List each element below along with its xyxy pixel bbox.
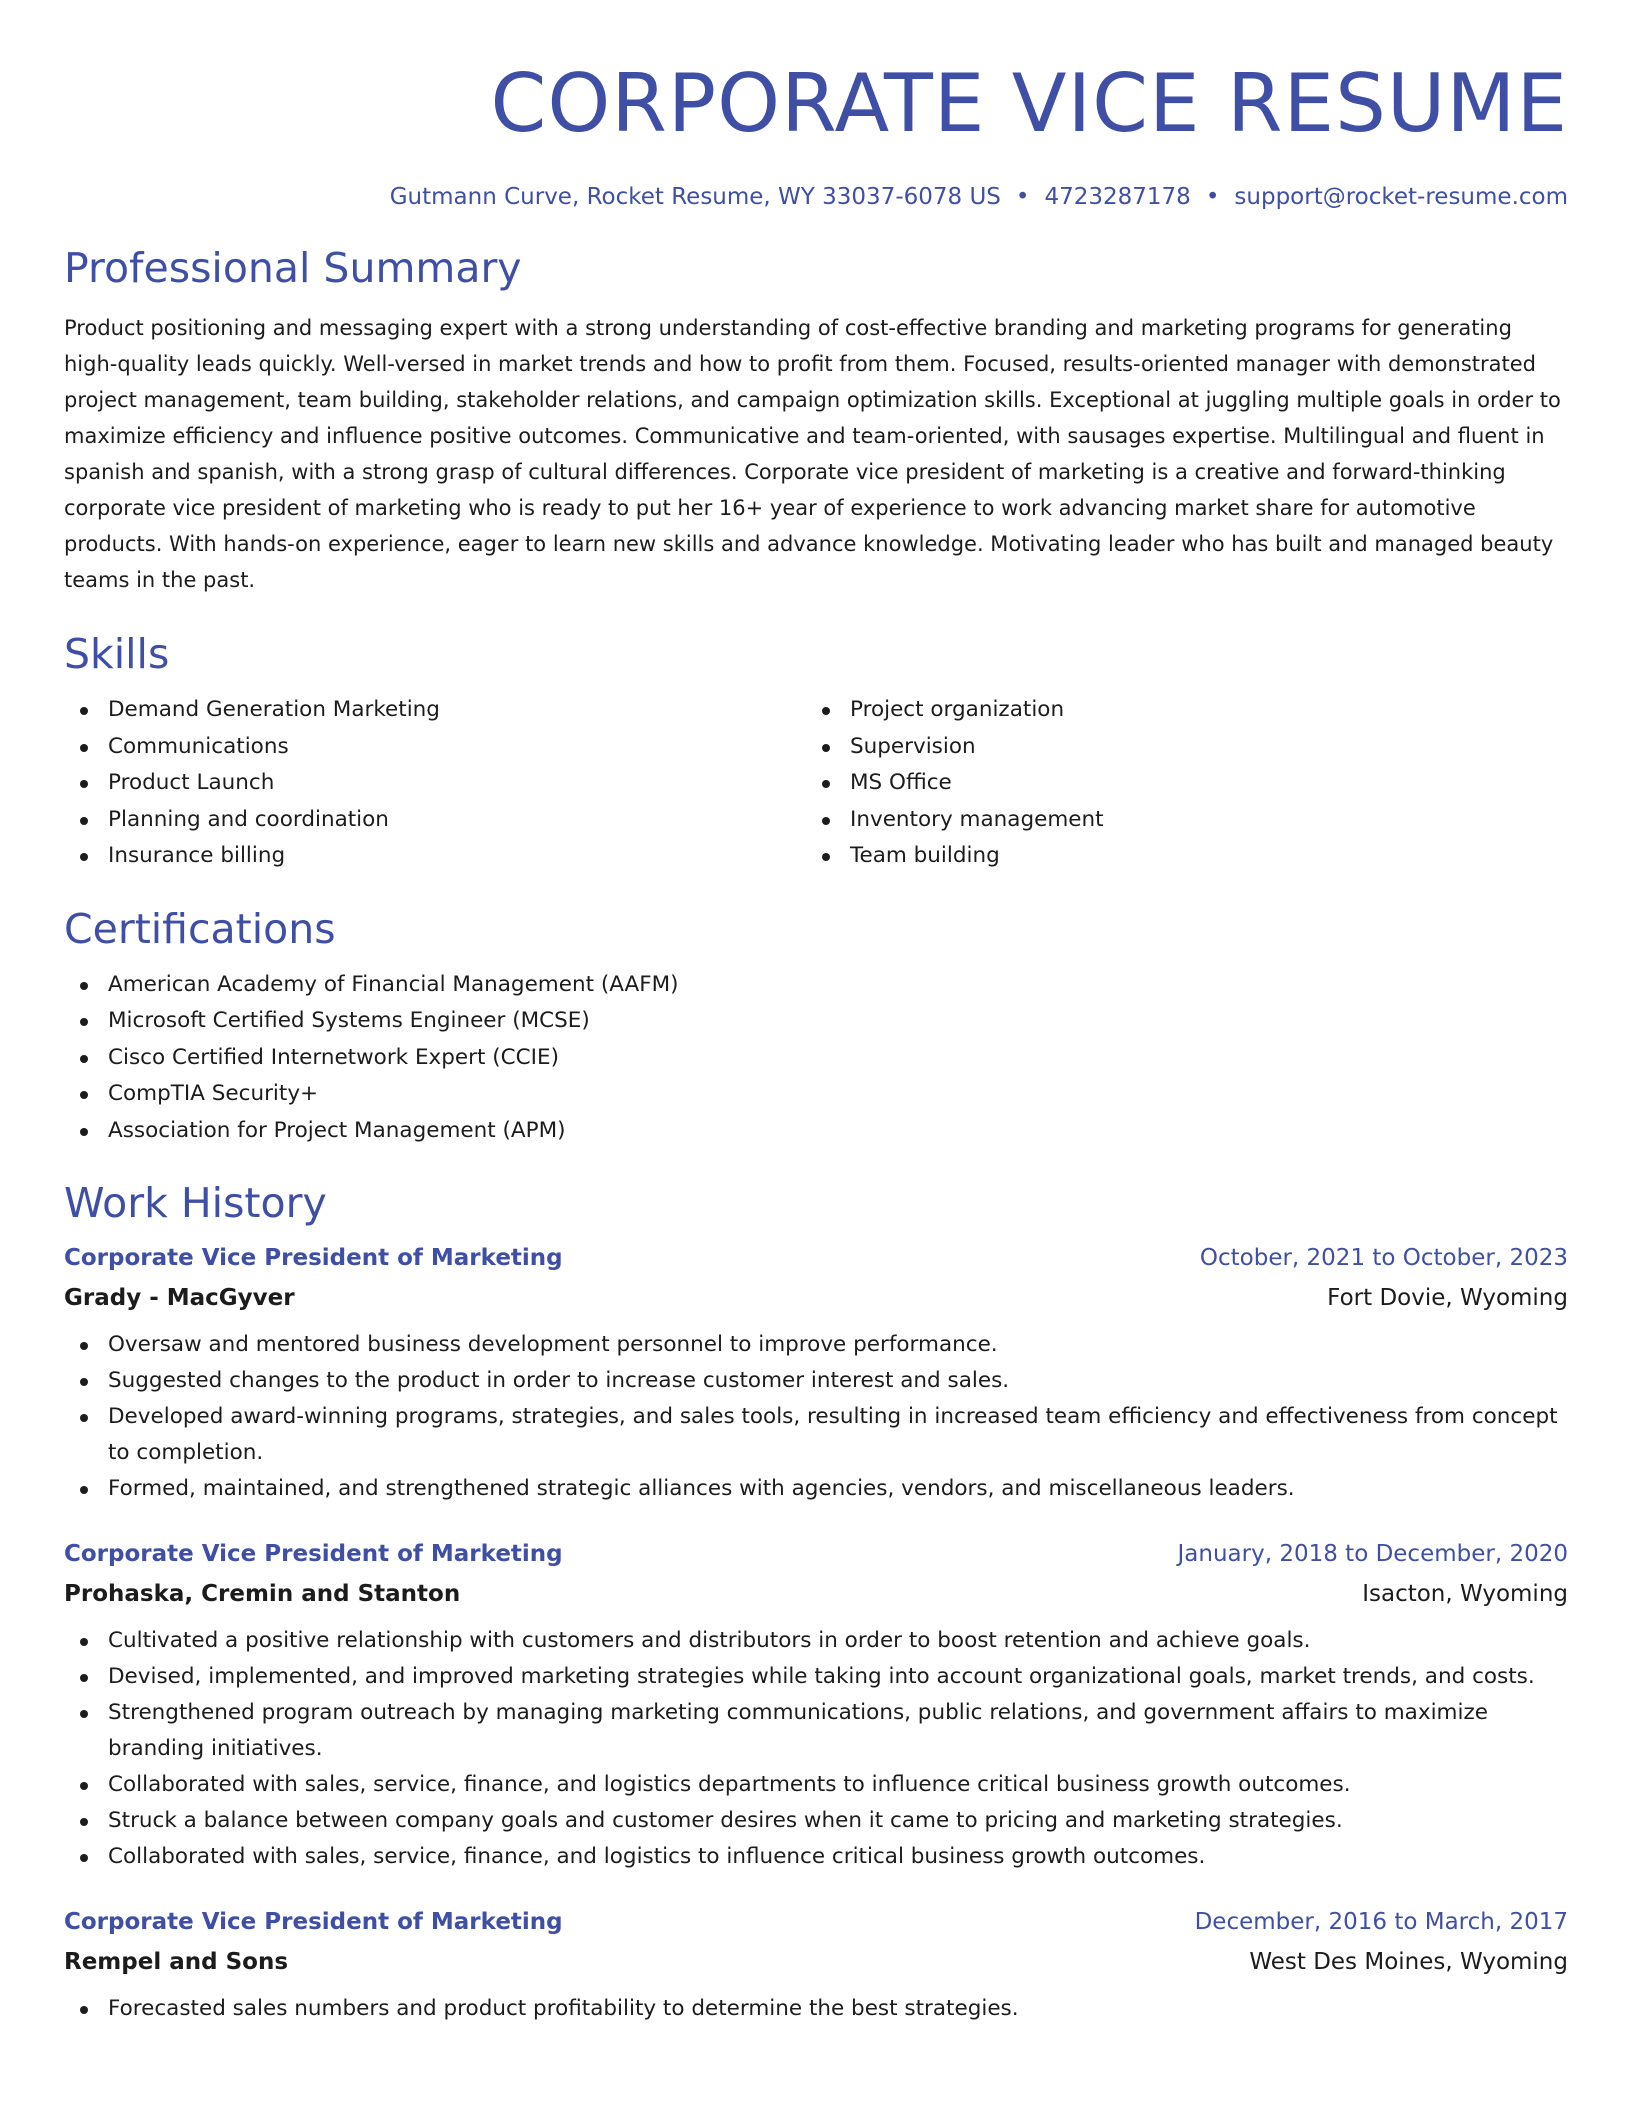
certifications-list bbox=[64, 967, 1568, 1150]
skill-item: Project organization bbox=[806, 692, 1548, 729]
resume-name: CORPORATE VICE RESUME bbox=[490, 57, 1568, 150]
skill-item: MS Office bbox=[806, 765, 1548, 802]
skill-item: Inventory management bbox=[806, 802, 1548, 839]
job-bullet: Devised, implemented, and improved marketing strategies while taking into account organizational goals, market trends, and costs. bbox=[64, 1659, 1568, 1695]
job-subheader bbox=[64, 1947, 1568, 1977]
job-location: Isacton, Wyoming bbox=[1362, 1581, 1568, 1607]
job-company: Rempel and Sons bbox=[64, 1949, 289, 1975]
work-history-heading: Work History bbox=[64, 1179, 327, 1227]
certification-item: Association for Project Management (APM) bbox=[64, 1113, 1568, 1150]
job-dates: October, 2021 to October, 2023 bbox=[1199, 1245, 1568, 1271]
summary-heading: Professional Summary bbox=[64, 244, 522, 292]
contact-email: support@rocket-resume.com bbox=[1234, 184, 1568, 210]
skill-item: Planning and coordination bbox=[64, 802, 806, 839]
skill-item: Team building bbox=[806, 838, 1548, 875]
job-header bbox=[64, 1243, 1568, 1273]
job-bullet: Strengthened program outreach by managing marketing communications, public relations, and government affairs to maximize branding initiatives. bbox=[64, 1695, 1568, 1767]
job-header bbox=[64, 1907, 1568, 1937]
job-bullet: Formed, maintained, and strengthened strategic alliances with agencies, vendors, and miscellaneous leaders. bbox=[64, 1471, 1568, 1507]
skill-item: Communications bbox=[64, 729, 806, 766]
skills-grid bbox=[64, 692, 1568, 875]
job-bullet: Forecasted sales numbers and product profitability to determine the best strategies. bbox=[64, 1991, 1568, 2027]
certifications-heading: Certifications bbox=[64, 904, 336, 953]
summary-text: Product positioning and messaging expert with a strong understanding of cost-effective branding and marketing programs for generating high-quality leads quickly. Well-versed in market trends and how to profit from them. Focused, results-oriented manager with demonstrated project management, team building, stakeholder relations, and campaign optimization skills. Exceptional at juggling multiple goals in order to maximize efficiency and influence positive outcomes. Communicative and team-oriented, with sausages expertise. Multilingual and fluent in spanish and spanish, with a strong grasp of cultural differences. Corporate vice president of marketing is a creative and forward-thinking corporate vice president of marketing who is ready to put her 16+ year of experience to work advancing market share for automotive products. With hands-on experience, eager to learn new skills and advance knowledge. Motivating leader who has built and managed beauty teams in the past. bbox=[64, 316, 1561, 592]
job-bullet: Cultivated a positive relationship with customers and distributors in order to boost retention and achieve goals. bbox=[64, 1623, 1568, 1659]
job-bullets bbox=[64, 1623, 1568, 1875]
job-subheader bbox=[64, 1579, 1568, 1609]
job-company: Grady - MacGyver bbox=[64, 1285, 295, 1311]
job-dates: December, 2016 to March, 2017 bbox=[1194, 1909, 1568, 1935]
job-bullet: Suggested changes to the product in order to increase customer interest and sales. bbox=[64, 1363, 1568, 1399]
job-bullet: Collaborated with sales, service, finance, and logistics to influence critical business growth outcomes. bbox=[64, 1839, 1568, 1875]
job-bullets bbox=[64, 1991, 1568, 2027]
skill-item: Insurance billing bbox=[64, 838, 806, 875]
certification-item: CompTIA Security+ bbox=[64, 1076, 1568, 1113]
job-title: Corporate Vice President of Marketing bbox=[64, 1541, 563, 1567]
certification-item: Microsoft Certified Systems Engineer (MCSE) bbox=[64, 1003, 1568, 1040]
contact-line bbox=[64, 182, 1568, 212]
skills-left-list bbox=[64, 692, 806, 875]
job-company: Prohaska, Cremin and Stanton bbox=[64, 1581, 461, 1607]
certification-item: Cisco Certified Internetwork Expert (CCIE) bbox=[64, 1040, 1568, 1077]
job-title: Corporate Vice President of Marketing bbox=[64, 1245, 563, 1271]
skill-item: Supervision bbox=[806, 729, 1548, 766]
job-bullet: Collaborated with sales, service, finance, and logistics departments to influence critical business growth outcomes. bbox=[64, 1767, 1568, 1803]
job-bullet: Oversaw and mentored business development personnel to improve performance. bbox=[64, 1327, 1568, 1363]
job-location: Fort Dovie, Wyoming bbox=[1327, 1285, 1568, 1311]
job-bullets bbox=[64, 1327, 1568, 1507]
job-dates: January, 2018 to December, 2020 bbox=[1177, 1541, 1568, 1567]
job-subheader bbox=[64, 1283, 1568, 1313]
certification-item: American Academy of Financial Management (AAFM) bbox=[64, 967, 1568, 1004]
skill-item: Product Launch bbox=[64, 765, 806, 802]
job-entry bbox=[64, 1243, 1568, 1507]
job-entry bbox=[64, 1539, 1568, 1875]
job-title: Corporate Vice President of Marketing bbox=[64, 1909, 563, 1935]
job-bullet: Developed award-winning programs, strategies, and sales tools, resulting in increased team efficiency and effectiveness from concept to completion. bbox=[64, 1399, 1568, 1471]
contact-phone: 4723287178 bbox=[1044, 184, 1191, 210]
contact-address: Gutmann Curve, Rocket Resume, WY 33037-6078 US bbox=[389, 184, 1001, 210]
skills-right-list bbox=[806, 692, 1548, 875]
skill-item: Demand Generation Marketing bbox=[64, 692, 806, 729]
job-location: West Des Moines, Wyoming bbox=[1249, 1949, 1568, 1975]
job-header bbox=[64, 1539, 1568, 1569]
job-entry bbox=[64, 1907, 1568, 2027]
bullet-separator: • bbox=[1015, 184, 1030, 210]
job-bullet: Struck a balance between company goals and customer desires when it came to pricing and marketing strategies. bbox=[64, 1803, 1568, 1839]
skills-heading: Skills bbox=[64, 630, 170, 678]
bullet-separator: • bbox=[1205, 184, 1220, 210]
